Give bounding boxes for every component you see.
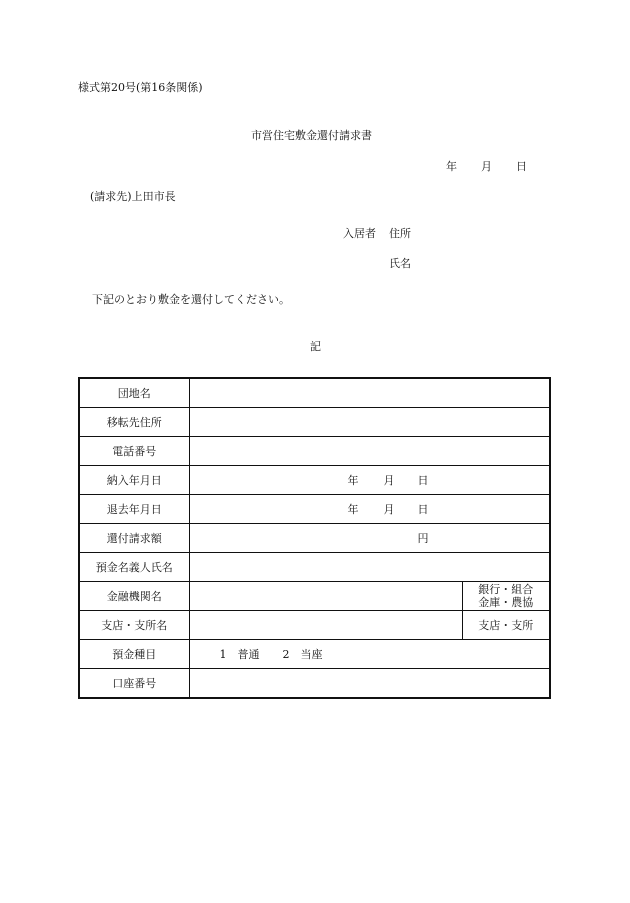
table-row [79,437,550,466]
table-row [79,582,550,611]
label-danchi: 団地名 [79,378,189,408]
table-row [79,408,550,437]
shumoku-field[interactable] [189,640,550,669]
label-kinyu: 金融機関名 [79,582,189,611]
request-text: 下記のとおり敷金を還付してください。 [92,293,290,306]
applicant-role: 入居者 [343,227,376,240]
refund-form-table [78,377,551,699]
table-row [79,669,550,699]
table-row [79,553,550,582]
label-koza: 口座番号 [79,669,189,699]
label-denwa: 電話番号 [79,437,189,466]
nonyu-day: 日 [417,474,429,487]
denwa-field[interactable] [189,437,550,466]
date-year: 年 [446,160,457,173]
table-row [79,378,550,408]
ki-heading: 記 [310,340,321,353]
account-opt1-futsu[interactable]: 普通 [237,648,260,661]
kinyu-field[interactable] [189,582,462,611]
bank-type-cell [462,582,550,611]
taikyo-month: 月 [383,503,395,516]
iten-field[interactable] [189,408,550,437]
bank-type-1: 銀行・組合 [478,583,534,596]
addressee: (請求先)上田市長 [90,190,176,203]
branch-type-cell: 支店・支所 [462,611,550,640]
form-number: 様式第20号(第16条関係) [78,81,203,94]
document-title: 市営住宅敷金還付請求書 [251,129,372,142]
table-row [79,495,550,524]
nonyu-year: 年 [347,474,359,487]
shiten-field[interactable] [189,611,462,640]
label-kanpu: 還付請求額 [79,524,189,553]
nonyu-date-field[interactable] [189,466,550,495]
account-opt2-number: 2 [282,648,290,661]
yen-unit: 円 [417,532,429,545]
label-shumoku: 預金種目 [79,640,189,669]
koza-field[interactable] [189,669,550,699]
label-taikyo: 退去年月日 [79,495,189,524]
table-row [79,611,550,640]
label-shiten: 支店・支所名 [79,611,189,640]
nonyu-month: 月 [383,474,395,487]
bank-type-2: 金庫・農協 [478,596,534,609]
label-meigi: 預金名義人氏名 [79,553,189,582]
taikyo-year: 年 [347,503,359,516]
name-label: 氏名 [389,257,411,270]
date-month: 月 [481,160,492,173]
danchi-field[interactable] [189,378,550,408]
table-row [79,524,550,553]
taikyo-day: 日 [417,503,429,516]
account-opt1-number: 1 [219,648,227,661]
address-label: 住所 [389,227,411,240]
table-row [79,466,550,495]
label-nonyu: 納入年月日 [79,466,189,495]
label-iten: 移転先住所 [79,408,189,437]
date-day: 日 [516,160,527,173]
kanpu-amount-field[interactable] [189,524,550,553]
meigi-field[interactable] [189,553,550,582]
account-opt2-toza[interactable]: 当座 [300,648,323,661]
taikyo-date-field[interactable] [189,495,550,524]
table-row [79,640,550,669]
